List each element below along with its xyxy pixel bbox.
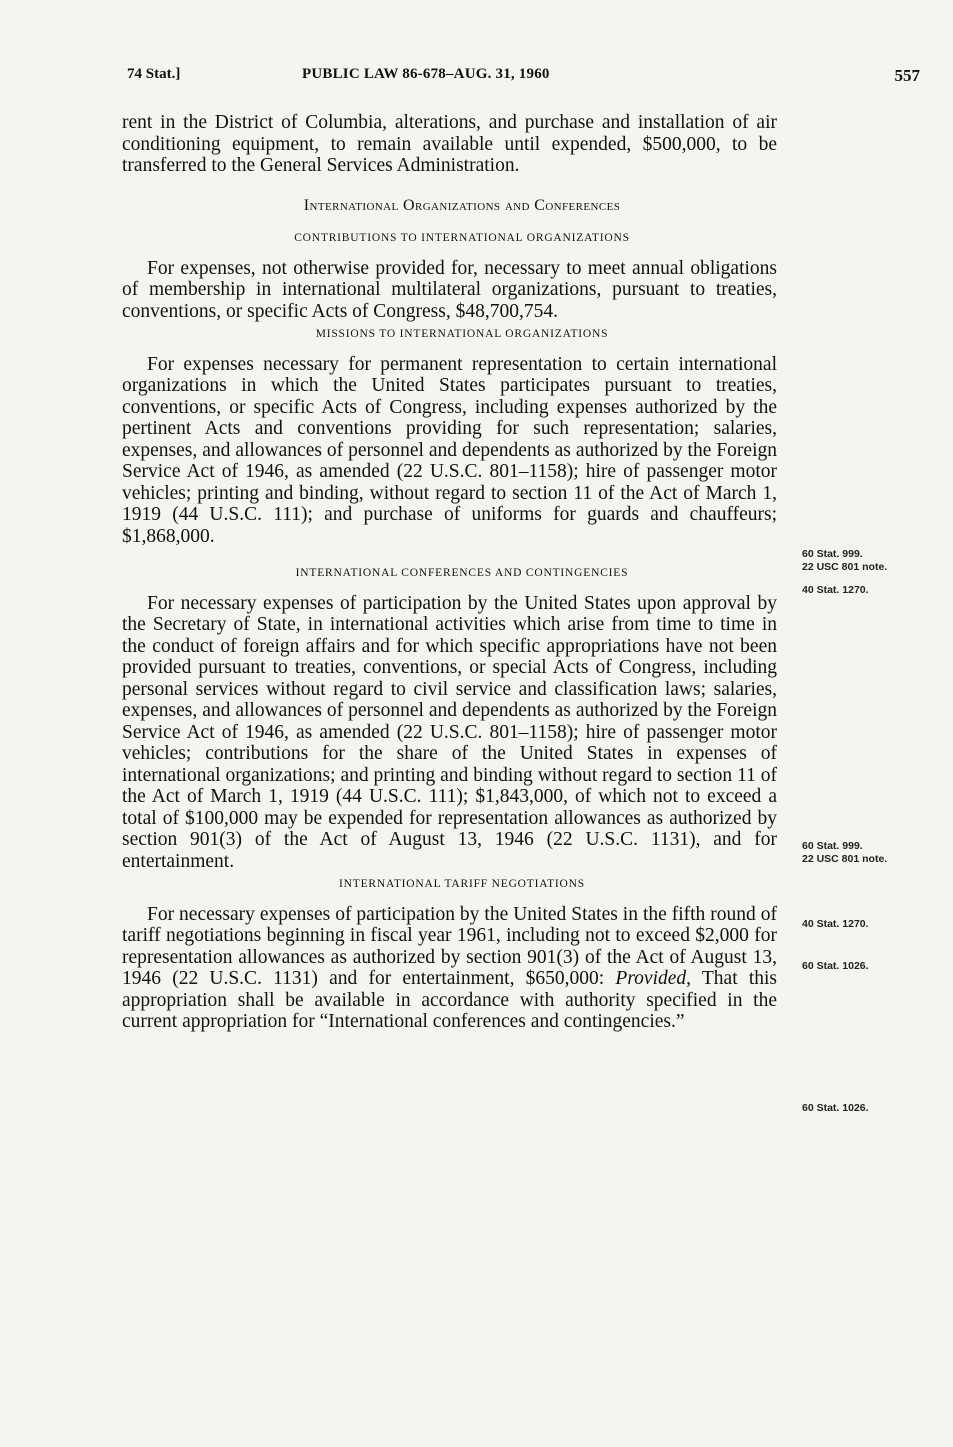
- header-volume: 74 Stat.]: [127, 66, 181, 82]
- margin-citation: 40 Stat. 1270.: [802, 918, 869, 930]
- paragraph-tariff: [122, 904, 777, 1033]
- margin-note-conferences-a: [802, 840, 887, 866]
- section-heading: International Organizations and Conferences: [303, 196, 621, 214]
- subheading-contributions: CONTRIBUTIONS TO INTERNATIONAL ORGANIZATIONS: [294, 232, 630, 244]
- intro-paragraph: rent in the District of Columbia, alterations, and purchase and installation of air conditioning equipment, to remain available until expended, $500,000, to be transferred to the General Services Administration.: [122, 112, 777, 176]
- tariff-text-start: For necessary expenses of participation by the United States in the fifth round of tariff negotiations beginning in fiscal year 1961, including not to exceed $2,000 for representation allowances as authorized by section 901(3) of the Act of August 13, 1946 (22 U.S.C. 1131) and for entertainment, $650,000:: [122, 903, 777, 989]
- margin-citation: 40 Stat. 1270.: [802, 584, 869, 596]
- margin-note-missions: [802, 548, 887, 597]
- tariff-text-end: , That this appropriation shall be available in accordance with authority specified in the current appropriation for “International conferences and contingencies.”: [122, 968, 777, 1032]
- header-title: PUBLIC LAW 86-678–AUG. 31, 1960: [302, 66, 550, 82]
- margin-citation: 22 USC 801 note.: [802, 853, 888, 865]
- margin-citation: 60 Stat. 999.: [802, 548, 863, 560]
- margin-citation: 60 Stat. 1026.: [802, 1102, 869, 1114]
- paragraph-conferences: For necessary expenses of participation by the United States upon approval by the Secretary of State, in international activities which arise from time to time in the conduct of foreign affairs and for which specific appropriations have not been provided pursuant to treaties, conventions, or special Acts of Congress, including personal services without regard to civil service and classification laws; salaries, expenses, and allowances of personnel and dependents as authorized by the Foreign Service Act of 1946, as amended (22 U.S.C. 801–1158); hire of passenger motor vehicles; contributions for the share of the United States in expenses of international organizations; and printing and binding without regard to section 11 of the Act of March 1, 1919 (44 U.S.C. 111); $1,843,000, of which not to exceed a total of $100,000 may be expended for representation allowances as authorized by section 901(3) of the Act of August 13, 1946 (22 U.S.C. 1131), and for entertainment.: [122, 592, 777, 872]
- margin-citation: 60 Stat. 999.: [802, 840, 863, 852]
- page-number: 557: [894, 66, 920, 85]
- margin-note-conferences-b: [802, 918, 869, 931]
- margin-note-tariff: [802, 1102, 869, 1115]
- margin-citation: 60 Stat. 1026.: [802, 960, 869, 972]
- subheading-conferences: INTERNATIONAL CONFERENCES AND CONTINGENCIES: [295, 567, 629, 579]
- subheading-tariff: INTERNATIONAL TARIFF NEGOTIATIONS: [339, 878, 585, 890]
- page-header: [127, 66, 920, 90]
- tariff-proviso-word: Provided: [615, 968, 687, 989]
- subheading-missions: MISSIONS TO INTERNATIONAL ORGANIZATIONS: [315, 328, 609, 340]
- paragraph-missions: For expenses necessary for permanent representation to certain international organizations in which the United States participates pursuant to treaties, conventions, or specific Acts of Congress, including expenses authorized by the pertinent Acts and conventions providing for such representation; salaries, expenses, and allowances of personnel and dependents as authorized by the Foreign Service Act of 1946, as amended (22 U.S.C. 801–1158); hire of passenger motor vehicles; printing and binding, without regard to section 11 of the Act of March 1, 1919 (44 U.S.C. 111); and purchase of uniforms for guards and chauffeurs; $1,868,000.: [122, 353, 777, 547]
- margin-note-conferences-c: [802, 960, 869, 973]
- main-text-column: [122, 112, 777, 1033]
- margin-citation: 22 USC 801 note.: [802, 561, 888, 573]
- paragraph-contributions: For expenses, not otherwise provided for, necessary to meet annual obligations of membership in international multilateral organizations, pursuant to treaties, conventions, or specific Acts of Congress, $48,700,754.: [122, 257, 777, 322]
